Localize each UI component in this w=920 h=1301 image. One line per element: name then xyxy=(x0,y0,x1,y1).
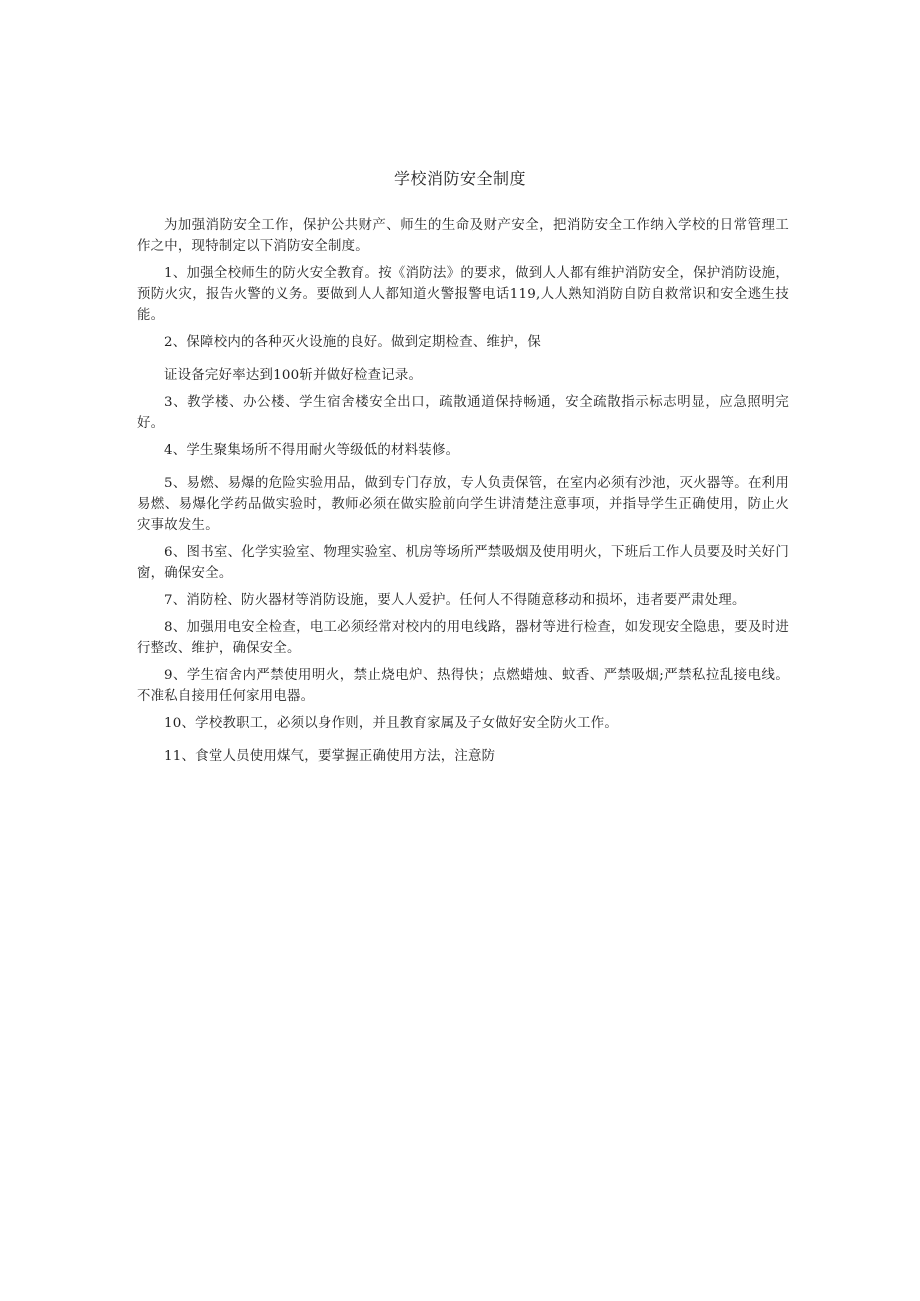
rule-5-paragraph: 5、易燃、易爆的危险实验用品，做到专门存放，专人负责保管，在室内必须有沙池，灭火器等。在利用易燃、易爆化学药品做实验时，教师必须在做实脸前向学生讲清楚注意事项，并指导学生正确使用，防止火灾事故发生。 xyxy=(137,476,789,533)
rule-2-paragraph: 2、保障校内的各种灭火设施的良好。做到定期检查、维护，保 xyxy=(164,335,542,350)
intro-paragraph: 为加强消防安全工作，保护公共财产、师生的生命及财产安全，把消防安全工作纳入学校的日常管理工作之中，现特制定以下消防安全制度。 xyxy=(137,218,789,254)
rule-1-paragraph: 1、加强全校师生的防火安全教育。按《消防法》的要求，做到人人都有维护消防安全，保护消防设施，预防火灾，报告火警的义务。要做到人人都知道火警报警电话119,人人熟知消防自防自救常识和安全逃生技能。 xyxy=(137,266,789,323)
document-title: 学校消防安全制度 xyxy=(393,169,526,188)
rule-7-paragraph: 7、消防栓、防火器材等消防设施，要人人爱护。任何人不得随意移动和损坏，违者要严肃处理。 xyxy=(164,593,746,608)
rule-4-paragraph: 4、学生聚集场所不得用耐火等级低的材料装修。 xyxy=(164,443,460,458)
rule-8-paragraph: 8、加强用电安全检查，电工必须经常对校内的用电线路，器材等进行检查，如发现安全隐患，要及时进行整改、维护，确保安全。 xyxy=(137,620,789,656)
rule-11-paragraph: 11、食堂人员使用煤气，要掌握正确使用方法，注意防 xyxy=(164,749,496,764)
rule-10-paragraph: 10、学校教职工，必须以身作则，并且教育家属及子女做好安全防火工作。 xyxy=(164,716,619,731)
rule-6-paragraph: 6、图书室、化学实验室、物理实验室、机房等场所严禁吸烟及使用明火，下班后工作人员要及时关好门窗，确保安全。 xyxy=(137,545,789,581)
rule-9-paragraph: 9、学生宿舍内严禁使用明火，禁止烧电炉、热得快；点燃蜡烛、蚊香、严禁吸烟;严禁私拉乱接电线。不准私自接用任何家用电器。 xyxy=(137,668,789,704)
rule-2-continuation: 证设备完好率达到100斩并做好检查记录。 xyxy=(164,368,423,383)
document-body xyxy=(137,215,789,773)
rule-3-paragraph: 3、教学楼、办公楼、学生宿舍楼安全出口，疏散通道保持畅通，安全疏散指示标志明显，应急照明完好。 xyxy=(137,395,789,431)
